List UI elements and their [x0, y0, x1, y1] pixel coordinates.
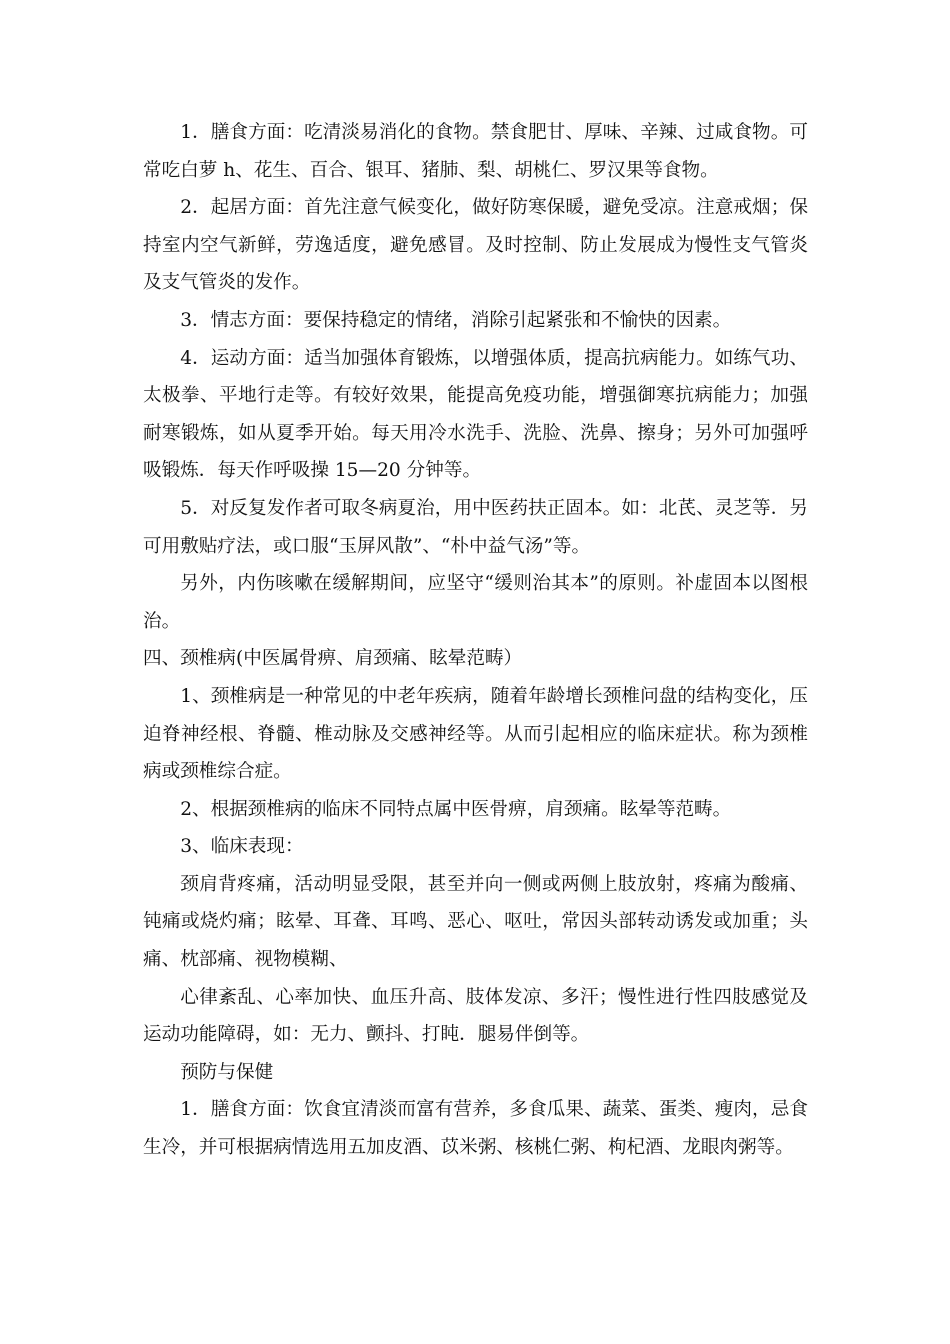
section-heading-cervical: 四、颈椎病(中医属骨痹、肩颈痛、眩晕范畴） [143, 648, 523, 670]
paragraph-diet-cervical: 1．膳食方面：饮食宜清淡而富有营养，多食瓜果、蔬菜、蛋类、瘦肉，忌食生冷，并可根据病情选用五加皮酒、苡米粥、核桃仁粥、枸杞酒、龙眼肉粥等。 [143, 1099, 808, 1159]
paragraph-cervical-definition: 1、颈椎病是一种常见的中老年疾病，随着年龄增长颈椎问盘的结构变化，压迫脊神经根、脊髓、椎动脉及交感神经等。从而引起相应的临床症状。称为颈椎病或颈椎综合症。 [143, 685, 808, 783]
paragraph-diet-cough: 1．膳食方面：吃清淡易消化的食物。禁食肥甘、厚味、辛辣、过咸食物。可常吃白萝 h、花生、百合、银耳、猪肺、梨、胡桃仁、罗汉果等食物。 [143, 122, 808, 181]
paragraph-cervical-category: 2、根据颈椎病的临床不同特点属中医骨痹，肩颈痛。眩晕等范畴。 [180, 798, 732, 820]
paragraph-winter-treatment: 5．对反复发作者可取冬病夏治，用中医药扶正固本。如：北芪、灵芝等．另可用敷贴疗法，或口服“玉屏风散”、“朴中益气汤”等。 [143, 497, 808, 557]
paragraph-emotion-cough: 3．情志方面：要保持稳定的情绪，消除引起紧张和不愉快的因素。 [180, 309, 732, 331]
paragraph-exercise-cough: 4．运动方面：适当加强体育锻炼，以增强体质，提高抗病能力。如练气功、太极拳、平地行走等。有较好效果，能提高免疫功能，增强御寒抗病能力；加强耐寒锻炼，如从夏季开始。每天用冷水洗手、洗脸、洗鼻、擦身；另外可加强呼吸锻炼．每天作呼吸操 15—20 分钟等。 [143, 347, 808, 482]
paragraph-symptoms-1: 颈肩背疼痛，活动明显受限，甚至并向一侧或两侧上肢放射，疼痛为酸痛、钝痛或烧灼痛；眩晕、耳聋、耳鸣、恶心、呕吐，常因头部转动诱发或加重；头痛、枕部痛、视物模糊、 [143, 873, 808, 971]
subheading-prevention: 预防与保健 [180, 1061, 274, 1083]
paragraph-remission-note: 另外，内伤咳嗽在缓解期间，应坚守“缓则治其本”的原则。补虚固本以图根治。 [143, 573, 808, 632]
paragraph-clinical-heading: 3、临床表现： [180, 836, 304, 858]
paragraph-lifestyle-cough: 2．起居方面：首先注意气候变化，做好防寒保暖，避免受凉。注意戒烟；保持室内空气新鲜，劳逸适度，避免感冒。及时控制、防止发展成为慢性支气管炎及支气管炎的发作。 [143, 197, 808, 294]
paragraph-symptoms-2: 心律紊乱、心率加快、血压升高、肢体发凉、多汗；慢性进行性四肢感觉及运动功能障碍，如：无力、颤抖、打盹．腿易伴倒等。 [143, 986, 808, 1046]
document-body [143, 114, 808, 1167]
